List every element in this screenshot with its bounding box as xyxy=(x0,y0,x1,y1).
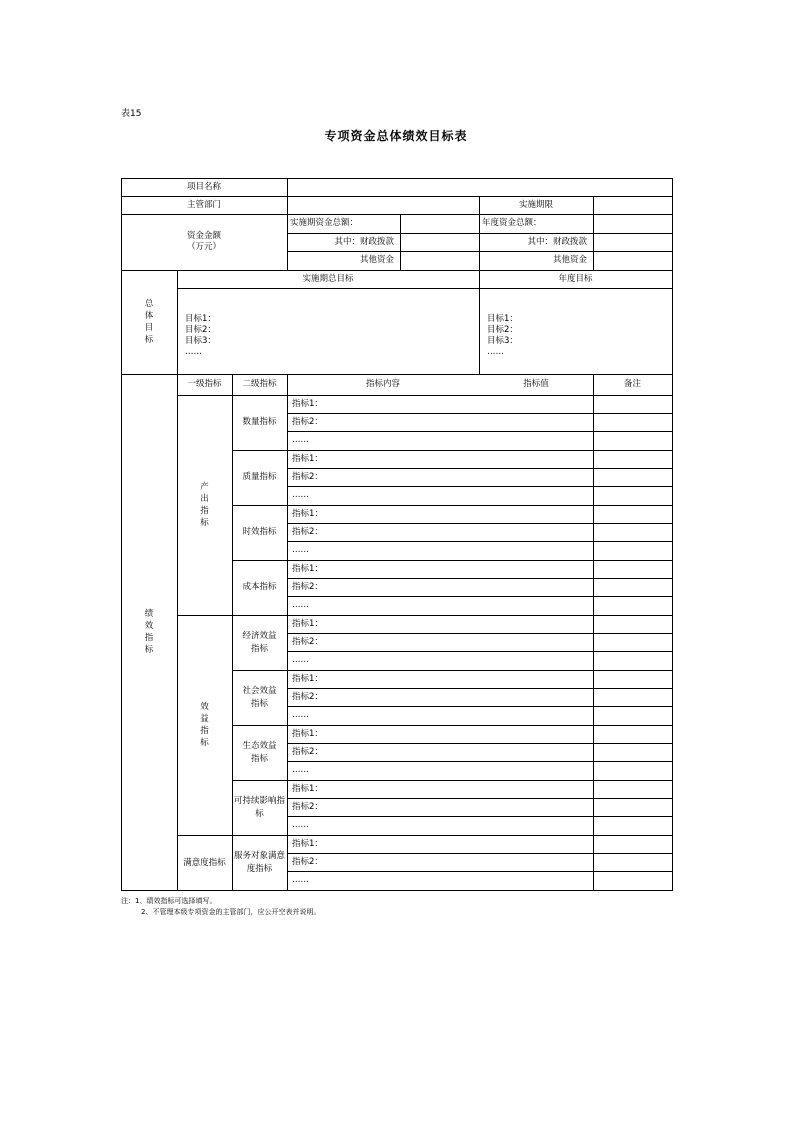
indicator-row: 指标1： xyxy=(292,618,323,629)
level2-ecological-benefit-indicator: 生态效益指标 xyxy=(242,740,277,764)
indicator-row: 指标2： xyxy=(292,691,323,702)
indicator-row: …… xyxy=(292,820,309,830)
fund-amount-text: 资金金额 xyxy=(186,231,221,241)
footnote-2: 2、不管理本级专项资金的主管部门，应公开空表并说明。 xyxy=(141,908,321,916)
level2-cost-indicator: 成本指标 xyxy=(242,582,277,592)
indicator-row: …… xyxy=(292,435,309,445)
level2-timeliness-indicator: 时效指标 xyxy=(242,527,277,537)
indicator-row: 指标2： xyxy=(292,746,323,757)
performance-indicator-section-label: 绩效指标 xyxy=(144,609,154,655)
level2-quantity-indicator: 数量指标 xyxy=(242,417,277,427)
indicator-row: …… xyxy=(292,655,309,665)
fund-unit-text: （万元） xyxy=(186,242,221,252)
annual-total-label: 年度资金总额： xyxy=(482,218,542,228)
other-funding-label: 其他资金 xyxy=(359,255,394,265)
fund-amount-label xyxy=(121,214,287,270)
period-label: 实施期限 xyxy=(518,199,553,210)
indicator-row: 指标2： xyxy=(292,471,323,482)
annual-goal-header: 年度目标 xyxy=(558,273,593,284)
indicator-row: 指标1： xyxy=(292,453,323,464)
indicator-row: 指标1： xyxy=(292,398,323,409)
value-column-header: 指标值 xyxy=(523,379,549,389)
annual-other-funding-label: 其他资金 xyxy=(552,255,587,265)
period-total-label: 实施期资金总额： xyxy=(290,218,359,228)
indicator-row: 指标2： xyxy=(292,416,323,427)
page-title: 专项资金总体绩效目标表 xyxy=(324,129,468,143)
indicator-row: …… xyxy=(292,765,309,775)
period-goal-header: 实施期总目标 xyxy=(302,273,354,284)
indicator-row: 指标2： xyxy=(292,526,323,537)
indicator-row: 指标2： xyxy=(292,581,323,592)
indicator-row: 指标1： xyxy=(292,783,323,794)
level2-economic-benefit-indicator: 经济效益指标 xyxy=(242,630,277,654)
annual-goal-list: 目标1： 目标2： 目标3： …… xyxy=(487,314,518,357)
indicator-row: …… xyxy=(292,490,309,500)
level2-social-benefit-indicator: 社会效益指标 xyxy=(242,685,277,709)
level1-benefit-indicator: 效益指标 xyxy=(200,702,209,748)
indicator-row: 指标1： xyxy=(292,728,323,739)
project-name-label: 项目名称 xyxy=(186,181,221,192)
overall-goal-section-label: 总体目标 xyxy=(144,299,154,345)
note-column-header: 备注 xyxy=(623,379,641,389)
table-number-label: 表15 xyxy=(121,109,142,119)
level2-column-header: 二级指标 xyxy=(242,379,277,389)
period-goal-list: 目标1： 目标2： 目标3： …… xyxy=(185,314,216,357)
fiscal-funding-label: 其中：财政拨款 xyxy=(334,236,394,247)
indicator-row: …… xyxy=(292,710,309,720)
indicator-row: 指标1： xyxy=(292,563,323,574)
indicator-row: 指标1： xyxy=(292,838,323,849)
annual-fiscal-funding-label: 其中：财政拨款 xyxy=(527,236,587,247)
indicator-row: 指标1： xyxy=(292,673,323,684)
department-label: 主管部门 xyxy=(186,199,221,210)
level1-column-header: 一级指标 xyxy=(187,379,222,389)
indicator-row: 指标2： xyxy=(292,856,323,867)
level2-service-satisfaction-indicator: 服务对象满意度指标 xyxy=(233,850,285,874)
footnotes xyxy=(121,896,320,918)
indicator-row: …… xyxy=(292,600,309,610)
indicator-row: 指标2： xyxy=(292,636,323,647)
level1-output-indicator: 产出指标 xyxy=(200,482,209,528)
level1-satisfaction-indicator: 满意度指标 xyxy=(183,857,226,868)
indicator-row: …… xyxy=(292,875,309,885)
footnote-1: 注：1、绩效指标可选择填写。 xyxy=(121,897,217,905)
level2-quality-indicator: 质量指标 xyxy=(242,472,277,482)
indicator-row: …… xyxy=(292,545,309,555)
level2-sustainability-indicator: 可持续影响指标 xyxy=(233,795,285,819)
content-column-header: 指标内容 xyxy=(365,379,400,389)
indicator-row: 指标2： xyxy=(292,801,323,812)
indicator-row: 指标1： xyxy=(292,508,323,519)
